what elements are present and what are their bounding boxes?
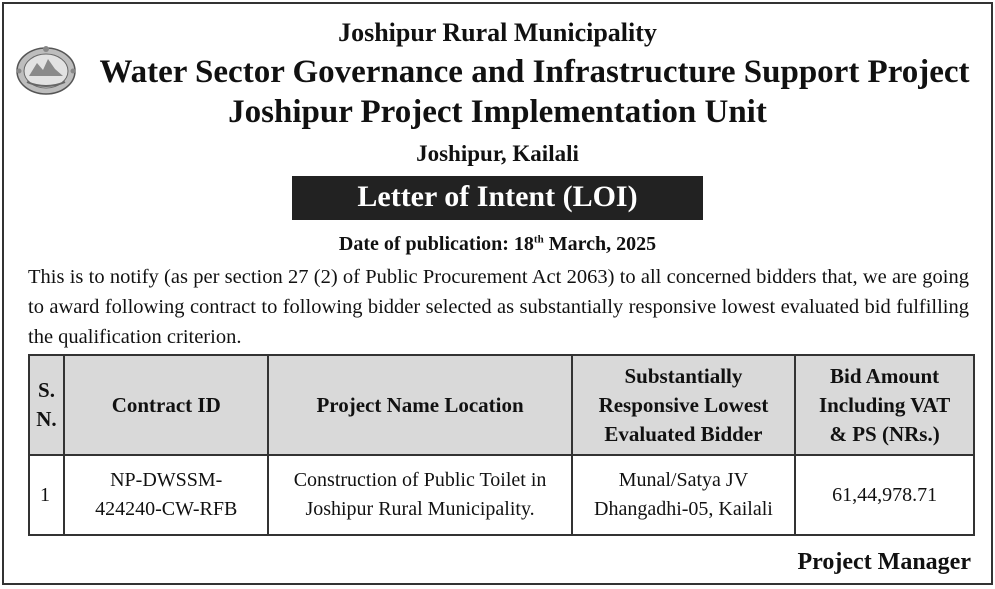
cell-sn: 1 xyxy=(29,455,64,535)
publication-date-suffix: th xyxy=(533,233,544,246)
signature: Project Manager xyxy=(797,549,971,575)
unit-name: Joshipur Project Implementation Unit xyxy=(228,94,767,130)
cell-bid-amount: 61,44,978.71 xyxy=(795,455,974,535)
nepal-government-emblem-icon xyxy=(15,44,77,96)
project-name: Water Sector Governance and Infrastructure Support Project xyxy=(99,54,970,90)
notice-body: This is to notify (as per section 27 (2) of Public Procurement Act 2063) to all concerned bidders that, we are going to award following contract to following bidder selected as substantially responsive lowest evaluated bid fulfilling the qualification criterion. xyxy=(28,266,969,348)
cell-bidder: Munal/Satya JV Dhangadhi-05, Kailali xyxy=(572,455,796,535)
publication-date-rest: March, 2025 xyxy=(543,233,657,255)
publication-date-label: Date of publication: 18 xyxy=(338,233,534,255)
header-sn: S. N. xyxy=(29,355,64,455)
municipality-name: Joshipur Rural Municipality xyxy=(338,18,657,47)
header-project-name: Project Name Location xyxy=(268,355,571,455)
title-banner xyxy=(4,176,991,220)
document-title: Letter of Intent (LOI) xyxy=(292,176,703,220)
table-row xyxy=(29,455,974,535)
header-contract-id: Contract ID xyxy=(64,355,269,455)
publication-date xyxy=(4,233,991,256)
table-header-row xyxy=(29,355,974,455)
location: Joshipur, Kailali xyxy=(416,141,579,166)
cell-contract-id: NP-DWSSM- 424240-CW-RFB xyxy=(64,455,269,535)
header-bid-amount: Bid Amount Including VAT & PS (NRs.) xyxy=(795,355,974,455)
notice-page xyxy=(2,2,993,585)
cell-project-name: Construction of Public Toilet in Joshipur Rural Municipality. xyxy=(268,455,571,535)
award-table xyxy=(28,354,975,536)
header-bidder: Substantially Responsive Lowest Evaluated Bidder xyxy=(572,355,796,455)
